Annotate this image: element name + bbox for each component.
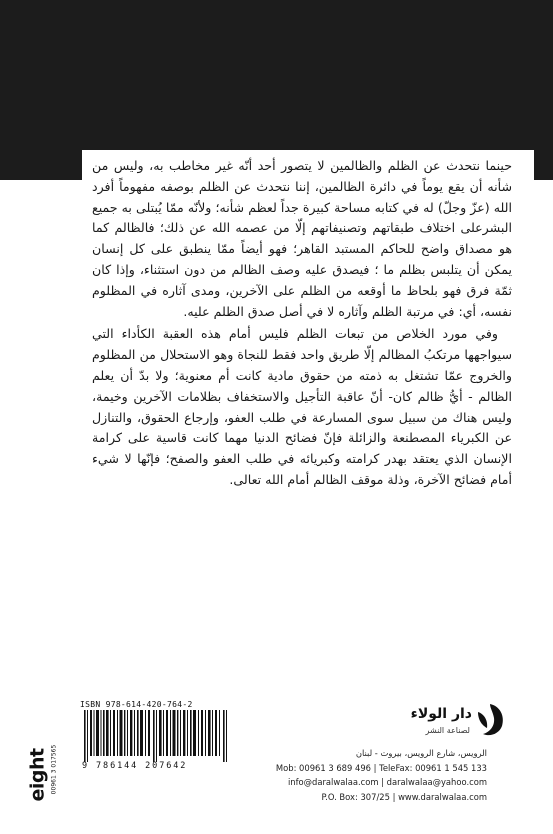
blurb-text (82, 150, 534, 493)
blurb-paragraph-1: حينما نتحدث عن الظلم والظالمين لا يتصور أحد أنّه غير مخاطب به، وليس من شأنه أن يقع يوماً في دائرة الظالمين، إننا نتحدث عن الظلم بوصفه مفهوماً أفرد الله (عزّ وجلّ) له في كتابه مساحة كبيرة جداً لعظم شأنه؛ ولأنّه ممّا يُبتلى به جميع البشرعلى اختلاف طبقاتهم وتصنيفاتهم إلّا من عصمه الله عن ذلك؛ فالظالم كما هو مصداق واضح للحاكم المستبد القاهر؛ فهو أيضاً ممّا ينطبق على كل إنسان يمكن أن يتلبس بظلم ما ؛ فيصدق عليه وصف الظالم من دون استثناء، وإذا كان ثمّة فرق فهو بلحاظ ما أوقعه من الظلم على الآخرين، ومدى آثاره في المظلوم نفسه، أي: في مرتبة الظلم وآثاره لا في أصل صدق الظلم عليه. (92, 158, 512, 319)
publisher-mark-icon (474, 702, 506, 738)
blurb-paragraph-2: وفي مورد الخلاص من تبعات الظلم فليس أمام هذه العقبة الكأداء التي سيواجهها مرتكبُ المظالم إلّا طريق واحد فقط للنجاة وهو الاستحلال من المظلوم والخروج عمّا تشتغل به ذمته من حقوق مادية كانت أم معنوية؛ ولا بدّ أن يعلم الظالم - أيُّ ظالم كان- أنّ عاقبة التأجيل والاستخفاف بظلامات الآخرين وخيمة، وليس هناك من سبيل سوى المسارعة في طلب العفو، وإرجاع الحقوق، والتنازل عن الكبرياء المصطنعة والزائلة فإنّ فضائح الدنيا مهما كانت قاسية على كرامة الإنسان الذي يعتقد بهدر كرامته وكبريائه في طلب العفو والصفح؛ فإنّها لا شيء أمام فضائح الآخرة، وذلة موقف الظالم أمام الله تعالى. (92, 326, 512, 487)
publisher-name: دار الولاء (410, 706, 472, 722)
eight-logo (25, 740, 59, 810)
publisher-logo (400, 700, 510, 744)
contact-phone: Mob: 00961 3 689 496 | TeleFax: 00961 1 545 133 (275, 762, 487, 773)
contact-block (276, 746, 487, 804)
contact-pobox: P.O. Box: 307/25 | www.daralwalaa.com (321, 791, 487, 802)
eight-logo-number: 00961 3 017565 (50, 744, 58, 795)
publisher-tagline: لصناعة النشر (425, 726, 470, 735)
contact-address: الرويس، شارع الرويس، بيروت - لبنان (355, 748, 487, 758)
barcode-icon (84, 710, 230, 762)
eight-logo-word: eight (26, 748, 49, 802)
contact-email: info@daralwalaa.com | daralwalaa@yahoo.com (287, 777, 487, 787)
barcode-digits: 9 786144 207642 (82, 761, 188, 771)
isbn-label: ISBN 978-614-420-764-2 (80, 700, 193, 709)
